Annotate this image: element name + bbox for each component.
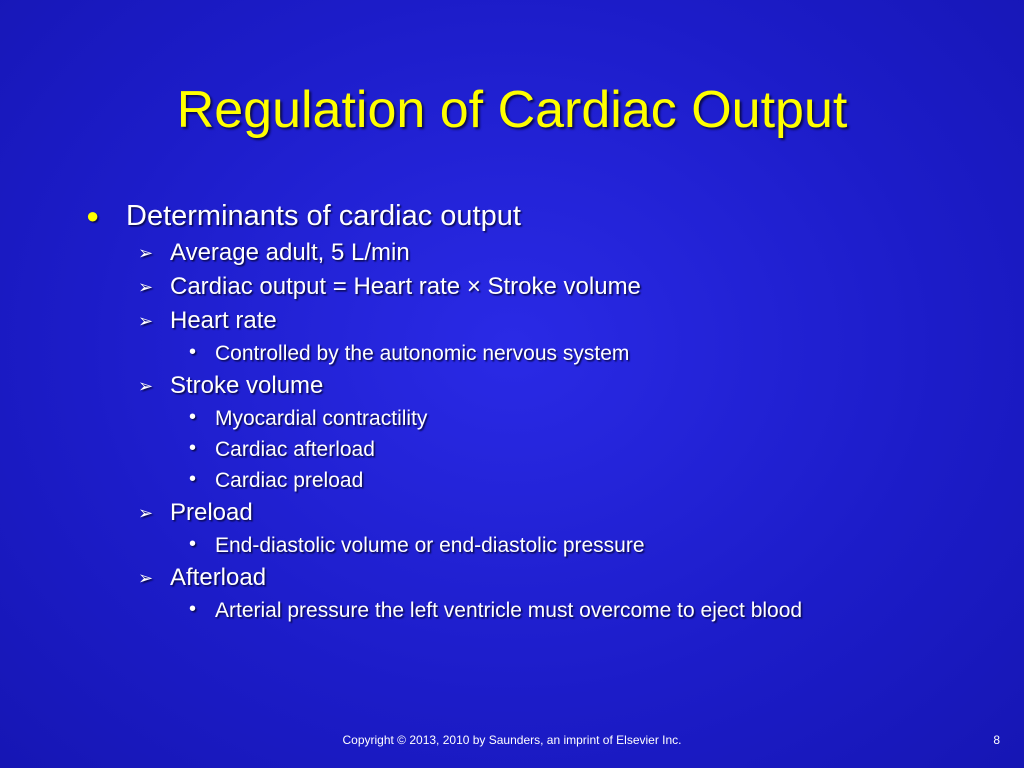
arrow-bullet-icon: ➢ bbox=[138, 277, 154, 297]
round-bullet-icon: ● bbox=[86, 203, 100, 228]
bullet-text: Determinants of cardiac output bbox=[126, 200, 521, 232]
bullet-text: Average adult, 5 L/min bbox=[170, 239, 410, 266]
bullet-item-level3 bbox=[86, 595, 986, 626]
slide-title: Regulation of Cardiac Output bbox=[176, 81, 848, 139]
bullet-text: Cardiac afterload bbox=[215, 438, 375, 461]
bullet-text: Preload bbox=[170, 499, 253, 526]
bullet-text: Heart rate bbox=[170, 307, 277, 334]
dot-bullet-icon: • bbox=[189, 598, 197, 620]
arrow-bullet-icon: ➢ bbox=[138, 311, 154, 331]
copyright-footer: Copyright © 2013, 2010 by Saunders, an imprint of Elsevier Inc. bbox=[342, 733, 682, 747]
arrow-bullet-icon: ➢ bbox=[138, 568, 154, 588]
bullet-text: Stroke volume bbox=[170, 372, 324, 399]
bullet-item-level3 bbox=[86, 434, 986, 465]
bullet-item-level2 bbox=[86, 304, 986, 338]
bullet-list bbox=[86, 196, 986, 626]
bullet-text: Cardiac output = Heart rate × Stroke volume bbox=[170, 273, 641, 300]
bullet-item-level2 bbox=[86, 561, 986, 595]
arrow-bullet-icon: ➢ bbox=[138, 503, 154, 523]
bullet-text: Controlled by the autonomic nervous system bbox=[215, 342, 630, 365]
bullet-item-level2 bbox=[86, 236, 986, 270]
bullet-item-level2 bbox=[86, 496, 986, 530]
bullet-text: Afterload bbox=[170, 564, 267, 591]
arrow-bullet-icon: ➢ bbox=[138, 376, 154, 396]
bullet-item-level3 bbox=[86, 338, 986, 369]
bullet-text: Arterial pressure the left ventricle must overcome to eject blood bbox=[215, 599, 803, 622]
bullet-item-level3 bbox=[86, 403, 986, 434]
bullet-item-level3 bbox=[86, 530, 986, 561]
dot-bullet-icon: • bbox=[189, 437, 197, 459]
bullet-item-level3 bbox=[86, 465, 986, 496]
dot-bullet-icon: • bbox=[189, 468, 197, 490]
dot-bullet-icon: • bbox=[189, 406, 197, 428]
page-number: 8 bbox=[993, 733, 1000, 747]
bullet-text: Cardiac preload bbox=[215, 469, 364, 492]
bullet-text: End-diastolic volume or end-diastolic pressure bbox=[215, 534, 645, 557]
bullet-text: Myocardial contractility bbox=[215, 407, 428, 430]
arrow-bullet-icon: ➢ bbox=[138, 243, 154, 263]
dot-bullet-icon: • bbox=[189, 533, 197, 555]
dot-bullet-icon: • bbox=[189, 341, 197, 363]
bullet-item-level1 bbox=[86, 196, 986, 236]
bullet-item-level2 bbox=[86, 270, 986, 304]
bullet-item-level2 bbox=[86, 369, 986, 403]
